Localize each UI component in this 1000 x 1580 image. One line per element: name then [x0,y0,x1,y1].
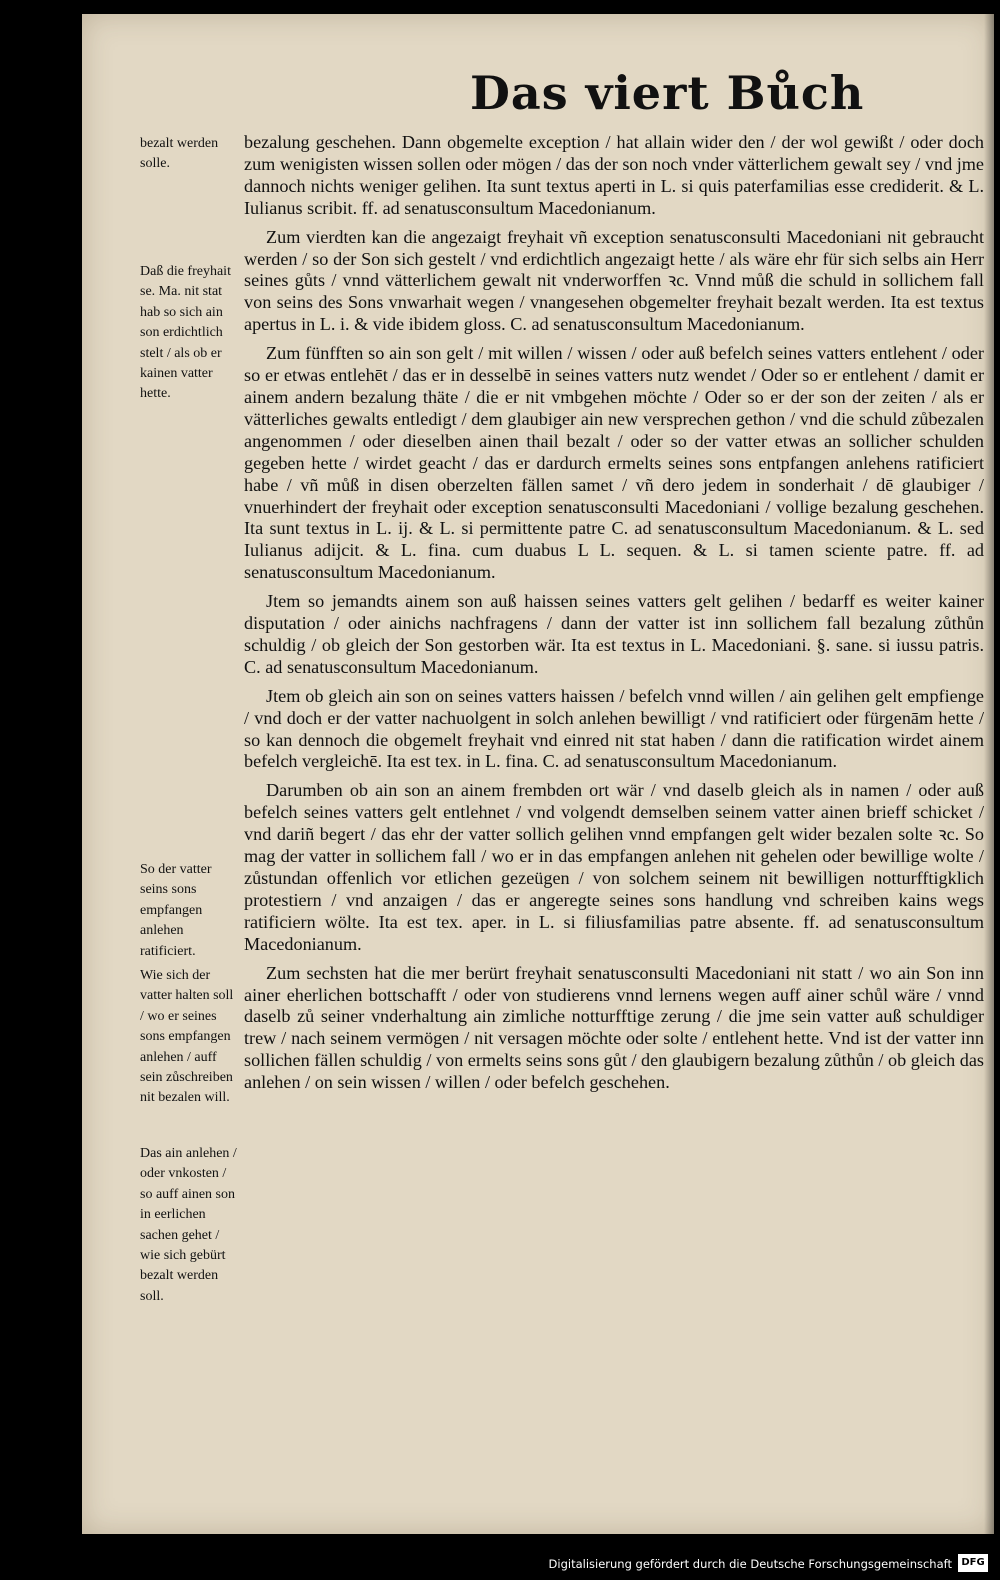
paragraph: Zum fünfften so ain son gelt / mit willen / wissen / oder auß befelch seines vatters entlehent / oder so er etwas entlehēt / das er in desselbē in seines vatters nutz wendet / Oder so er entlehent / damit er ainem andern bezalung thäte / die er nit vmbgehen möchte / Oder so er der son der zeiten / als er vätterliches gewalts entledigt / dem glaubiger ain new versprechen gethon / vnd die schuld zůbezalen angenommen / oder dieselben ainen thail bezalt / oder so der vatter etwas an sollicher schulden gegeben hette / wirdet geacht / das er dardurch ermelts seines sons entpfangen anlehens ratificiert habe / vñ můß in disen oberzelten fällen samet / vñ dero jedem in sonderhait / dē glaubiger / vnuerhindert der freyhait oder exception senatusconsulti Macedoniani / vollige bezalung geschehen. Ita sunt textus in L. ij. & L. si permittente patre C. ad senatusconsultum Macedonianum. & L. sed Iulianus adijcit. & L. fina. cum duabus L L. sequen. & L. si tamen sciente patre. ff. ad senatusconsultum Macedonianum. [244,343,984,583]
running-head: Das viert Bůch [470,66,865,120]
margin-note: Das ain anlehen / oder vnkosten / so auff ainen son in eerlichen sachen gehet / wie sich gebürt bezalt werden soll. [140,1146,237,1304]
paragraph: Jtem ob gleich ain son on seines vatters haissen / befelch vnnd willen / ain gelihen gelt empfienge / vnd doch er der vatter nachuolgent in solch anlehen bewilligt / vnd ratificiert oder fürgenām hette / so kan dennoch die obgemelt freyhait vnd einred nit stat haben / dann die ratification wirdet ainem befelch vergleichē. Ita est tex. in L. fina. C. ad senatusconsultum Macedonianum. [244,685,984,772]
margin-note: So der vatter seins sons empfangen anlehen ratificiert. [140,862,212,959]
page-edge-shadow [984,14,994,1534]
paragraph: bezalung geschehen. Dann obgemelte exception / hat allain wider den / der wol gewißt / oder doch zum wenigisten wissen sollen oder mögen / das der son noch vnder vätterlichem gewalt sey / vnd jme dannoch nichts weniger gelihen. Ita sunt textus aperti in L. si quis paterfamilias esse crediderit. & L. Iulianus scribit. ff. ad senatusconsultum Macedonianum. [244,132,984,218]
paragraph: Jtem so jemandts ainem son auß haissen seines vatters gelt gelihen / bedarff es weiter kainer disputation / oder ainichs nachfragens / dann der vatter ist inn sollichem fall bezalung zůthůn schuldig / ob gleich der Son gestorben wär. Ita est textus in L. Macedoniani. §. sane. si iussu patris. C. ad senatusconsultum Macedonianum. [244,591,984,677]
main-text-column [244,132,984,1101]
paragraph: Zum sechsten hat die mer berürt freyhait senatusconsulti Macedoniani nit statt / wo ain Son inn ainer eherlichen bottschafft / oder von studierens vnnd lernens wegen auff ainer schůl wäre / vnnd daselb zů seiner vnderhaltung ain zimliche notturfftige zerung / die jme sein vatter auß schuldiger trew / nach seinem vermögen / nit versagen möchte oder solte / entlehent hette. Vnd ist der vatter inn sollichen fällen schuldig / von ermelts seins sons gůt / den glaubigern bezalung zůthůn / ob gleich das anlehen / on sein wissen / willen / oder befelch geschehen. [244,962,984,1093]
book-page [82,14,994,1534]
margin-note: Wie sich der vatter halten soll / wo er seines sons empfangen anlehen / auff sein zůschreiben nit bezalen will. [140,968,234,1106]
paragraph: Darumben ob ain son an ainem frembden ort wär / vnd daselb gleich als in namen / oder auß befelch seines vatters gelt entlehnet / vnd volgendt demselben seinem vatter ainen brieff schicket / vnd dariñ begert / das ehr der vatter sollich gelihen vnnd empfangen gelt wider bezalen solte ꝛc. So mag der vatter in sollichem fall / wo er in das empfangen anlehen nit gehelen oder bewillige wolte / zůstundan offenlich vor etlichen gezeügen / von solchem seinem nit bewilligen notturfftigklich protestiern / vnd anzaigen / das er angeregte seines sons handlung vnd schreiben kains wegs ratificiern wölte. Ita est tex. aper. in L. si filiusfamilias patre absente. ff. ad senatusconsultum Macedonianum. [244,780,984,954]
margin-note: bezalt werden solle. [140,136,219,172]
footer-credit: Digitalisierung gefördert durch die Deutsche Forschungsgemeinschaft [548,1557,952,1571]
paragraph: Zum vierdten kan die angezaigt freyhait vñ exception senatusconsulti Macedoniani nit gebraucht werden / so der Son sich gestelt / vnd erdichtlich angezaigt hette / als wäre ehr für sich selbs ain Herr seines gůts / vnnd vätterlichem gewalt nit vnderworffen ꝛc. Vnnd můß die schuld in sollichem fall von seins des Sons vnwarhait wegen / vnangesehen obgemelter freyhait bezalt werden. Ita est textus apertus in L. i. & vide ibidem gloss. C. ad senatusconsultum Macedonianum. [244,226,984,335]
margin-note: Daß die freyhait se. Ma. nit stat hab so sich ain son erdichtlich stelt / als ob er kainen vatter hette. [140,264,231,402]
dfg-logo: DFG [958,1554,988,1572]
footer-bar [0,1548,1000,1580]
